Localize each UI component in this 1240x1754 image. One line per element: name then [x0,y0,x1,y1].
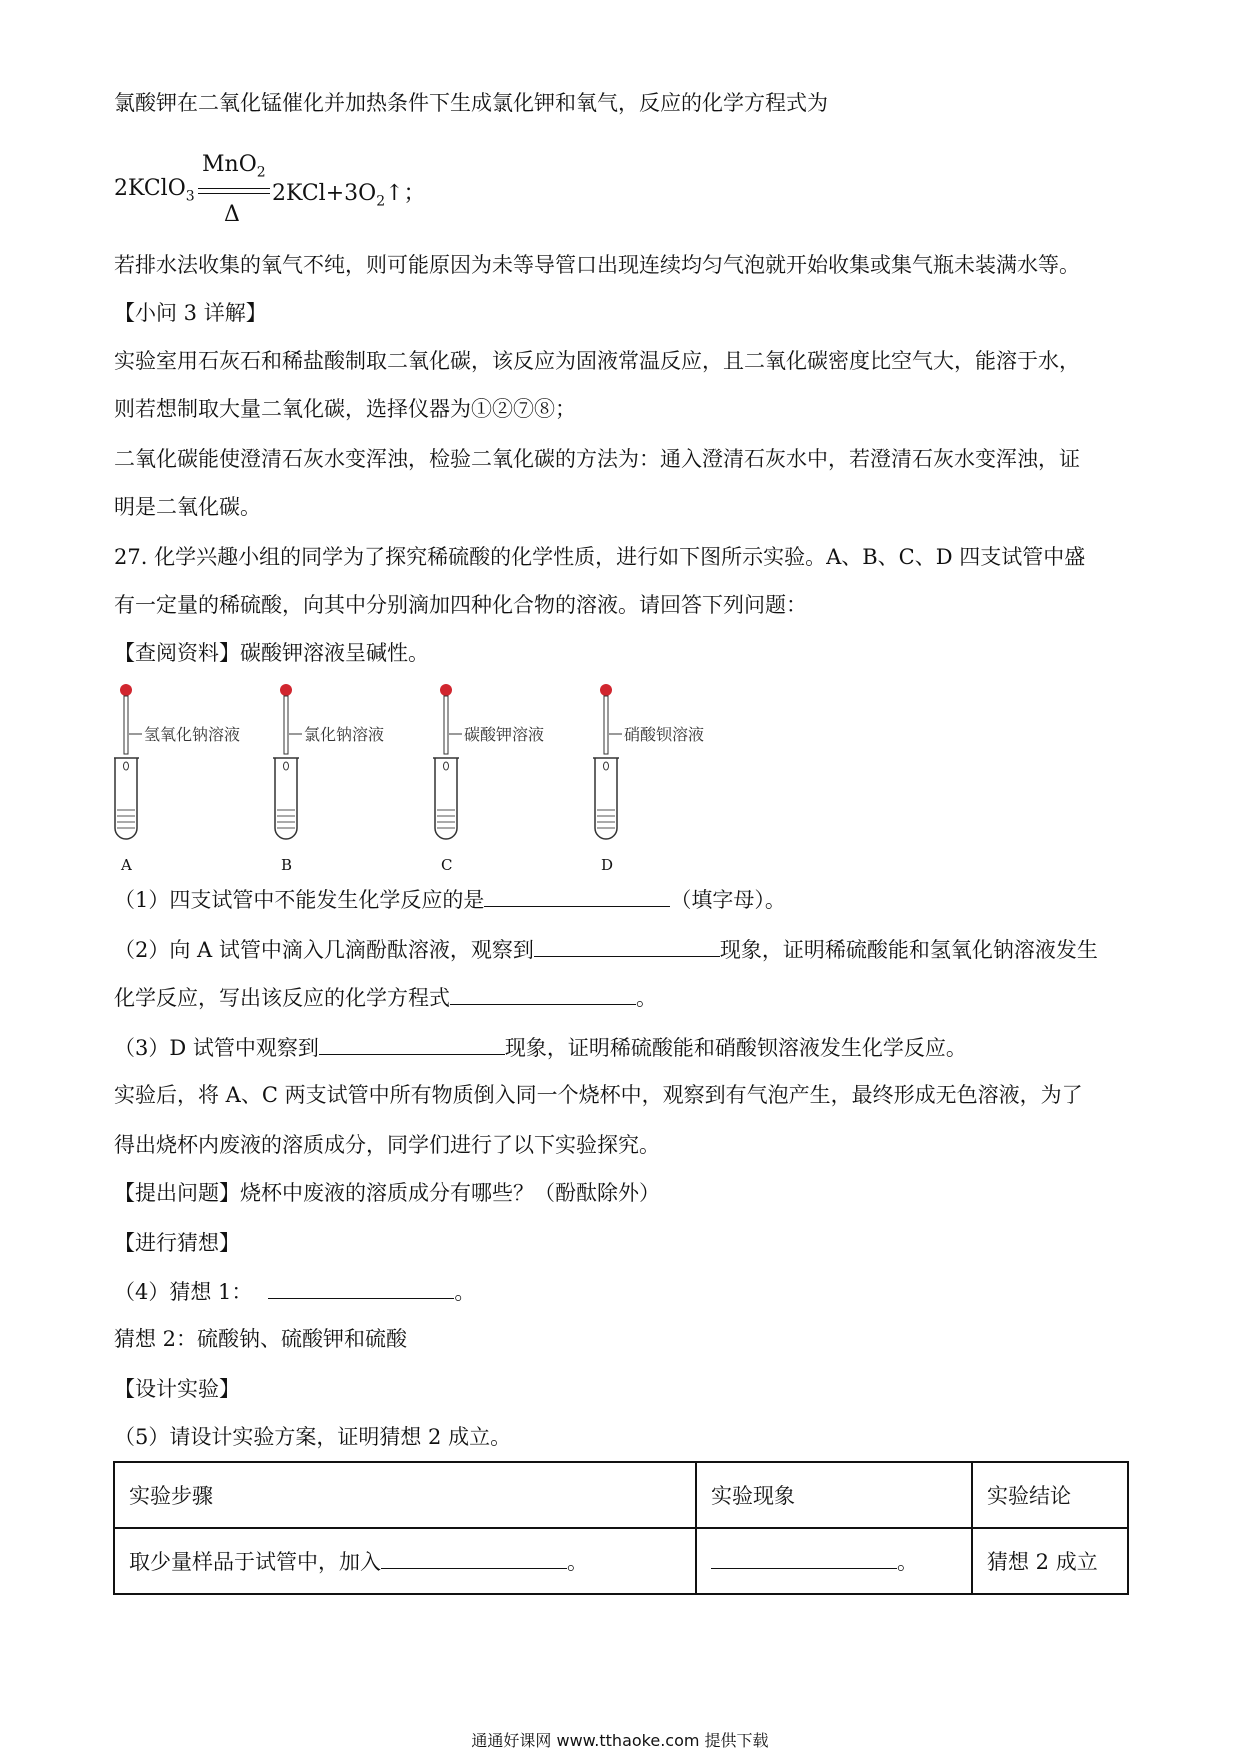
tube-letter: B [281,856,293,874]
answer-blank[interactable] [534,934,720,957]
text-line: 得出烧杯内废液的溶质成分，同学们进行了以下实验探究。 [114,1133,660,1157]
equation-condition: Δ [224,202,240,227]
text-line: 二氧化碳能使澄清石灰水变浑浊，检验二氧化碳的方法为：通入澄清石灰水中，若澄清石灰水变浑浊，证 [114,447,1080,471]
text-line: 猜想 2：硫酸钠、硫酸钾和硫酸 [114,1327,408,1351]
answer-blank[interactable] [711,1546,897,1569]
page-footer: 通通好课网 www.tthaoke.com 提供下载 [471,1731,769,1750]
text-line: 若排水法收集的氧气不纯，则可能原因为未等导管口出现连续均匀气泡就开始收集或集气瓶未装满水等。 [114,253,1080,277]
tube-letter: A [121,856,132,874]
dropper-tube [284,696,288,754]
reagent-label: 碳酸钾溶液 [464,725,545,744]
dropper-tube [444,696,448,754]
section-heading: 【小问 3 详解】 [114,301,267,325]
section-heading: 【进行猜想】 [114,1231,240,1255]
chemical-equation [114,150,434,230]
dropper-tube [124,696,128,754]
subquestion-5: （5）请设计实验方案，证明猜想 2 成立。 [114,1425,512,1449]
section-heading: 【查阅资料】碳酸钾溶液呈碱性。 [114,641,429,665]
test-tubes-figure [114,680,754,880]
equation-catalyst: MnO$_2$ [202,152,266,181]
text-line: 实验室用石灰石和稀盐酸制取二氧化碳，该反应为固液常温反应，且二氧化碳密度比空气大，能溶于水， [114,349,1080,373]
subquestion-1: （1）四支试管中不能发生化学反应的是 （填字母）。 [114,884,786,915]
section-heading: 【设计实验】 [114,1377,240,1401]
answer-blank[interactable] [484,884,670,907]
table-cell-conclusion: 猜想 2 成立 [972,1528,1128,1594]
answer-blank[interactable] [381,1546,567,1569]
reagent-label: 氢氧化钠溶液 [144,725,241,744]
text-line: 实验后，将 A、C 两支试管中所有物质倒入同一个烧杯中，观察到有气泡产生，最终形成无色溶液，为了 [114,1083,1083,1107]
table-header-row [114,1462,1128,1528]
subquestion-4: （4）猜想 1： 。 [114,1276,475,1307]
question-27: 27. 化学兴趣小组的同学为了探究稀硫酸的化学性质，进行如下图所示实验。A、B、C、D 四支试管中盛 [114,545,1086,569]
subquestion-2-cont: 化学反应，写出该反应的化学方程式 。 [114,982,657,1013]
table-cell-step: 取少量样品于试管中，加入 。 [114,1528,696,1594]
answer-blank[interactable] [450,982,636,1005]
tube-letter: C [441,856,453,874]
reagent-label: 氯化钠溶液 [304,725,385,744]
dropper-bulb [440,684,452,696]
dropper-bulb [600,684,612,696]
answer-blank[interactable] [319,1032,505,1055]
equation-products: $2KCl+3O_2↑$； [272,181,426,210]
table-cell-phenomenon: 。 [696,1528,972,1594]
dropper-bulb [280,684,292,696]
table-header: 实验步骤 [114,1462,696,1528]
equation-bar [198,188,270,189]
text-line: 氯酸钾在二氧化锰催化并加热条件下生成氯化钾和氧气，反应的化学方程式为 [114,91,828,115]
dropper-tube [604,696,608,754]
tube-letter: D [601,856,614,874]
equation-reactant: 2KClO$_3$ [114,176,195,205]
table-header: 实验现象 [696,1462,972,1528]
experiment-table [113,1461,1129,1595]
subquestion-3: （3）D 试管中观察到 现象，证明稀硫酸能和硝酸钡溶液发生化学反应。 [114,1032,967,1063]
table-header: 实验结论 [972,1462,1128,1528]
equation-bar [198,193,270,194]
subquestion-2: （2）向 A 试管中滴入几滴酚酞溶液，观察到 现象，证明稀硫酸能和氢氧化钠溶液发生 [114,934,1098,965]
text-line: 有一定量的稀硫酸，向其中分别滴加四种化合物的溶液。请回答下列问题： [114,593,807,617]
text-line: 则若想制取大量二氧化碳，选择仪器为①②⑦⑧； [114,397,576,421]
dropper-bulb [120,684,132,696]
text-line: 明是二氧化碳。 [114,495,261,519]
table-row [114,1528,1128,1594]
reagent-label: 硝酸钡溶液 [624,725,705,744]
answer-blank[interactable] [268,1276,454,1299]
section-heading: 【提出问题】烧杯中废液的溶质成分有哪些？（酚酞除外） [114,1181,660,1205]
